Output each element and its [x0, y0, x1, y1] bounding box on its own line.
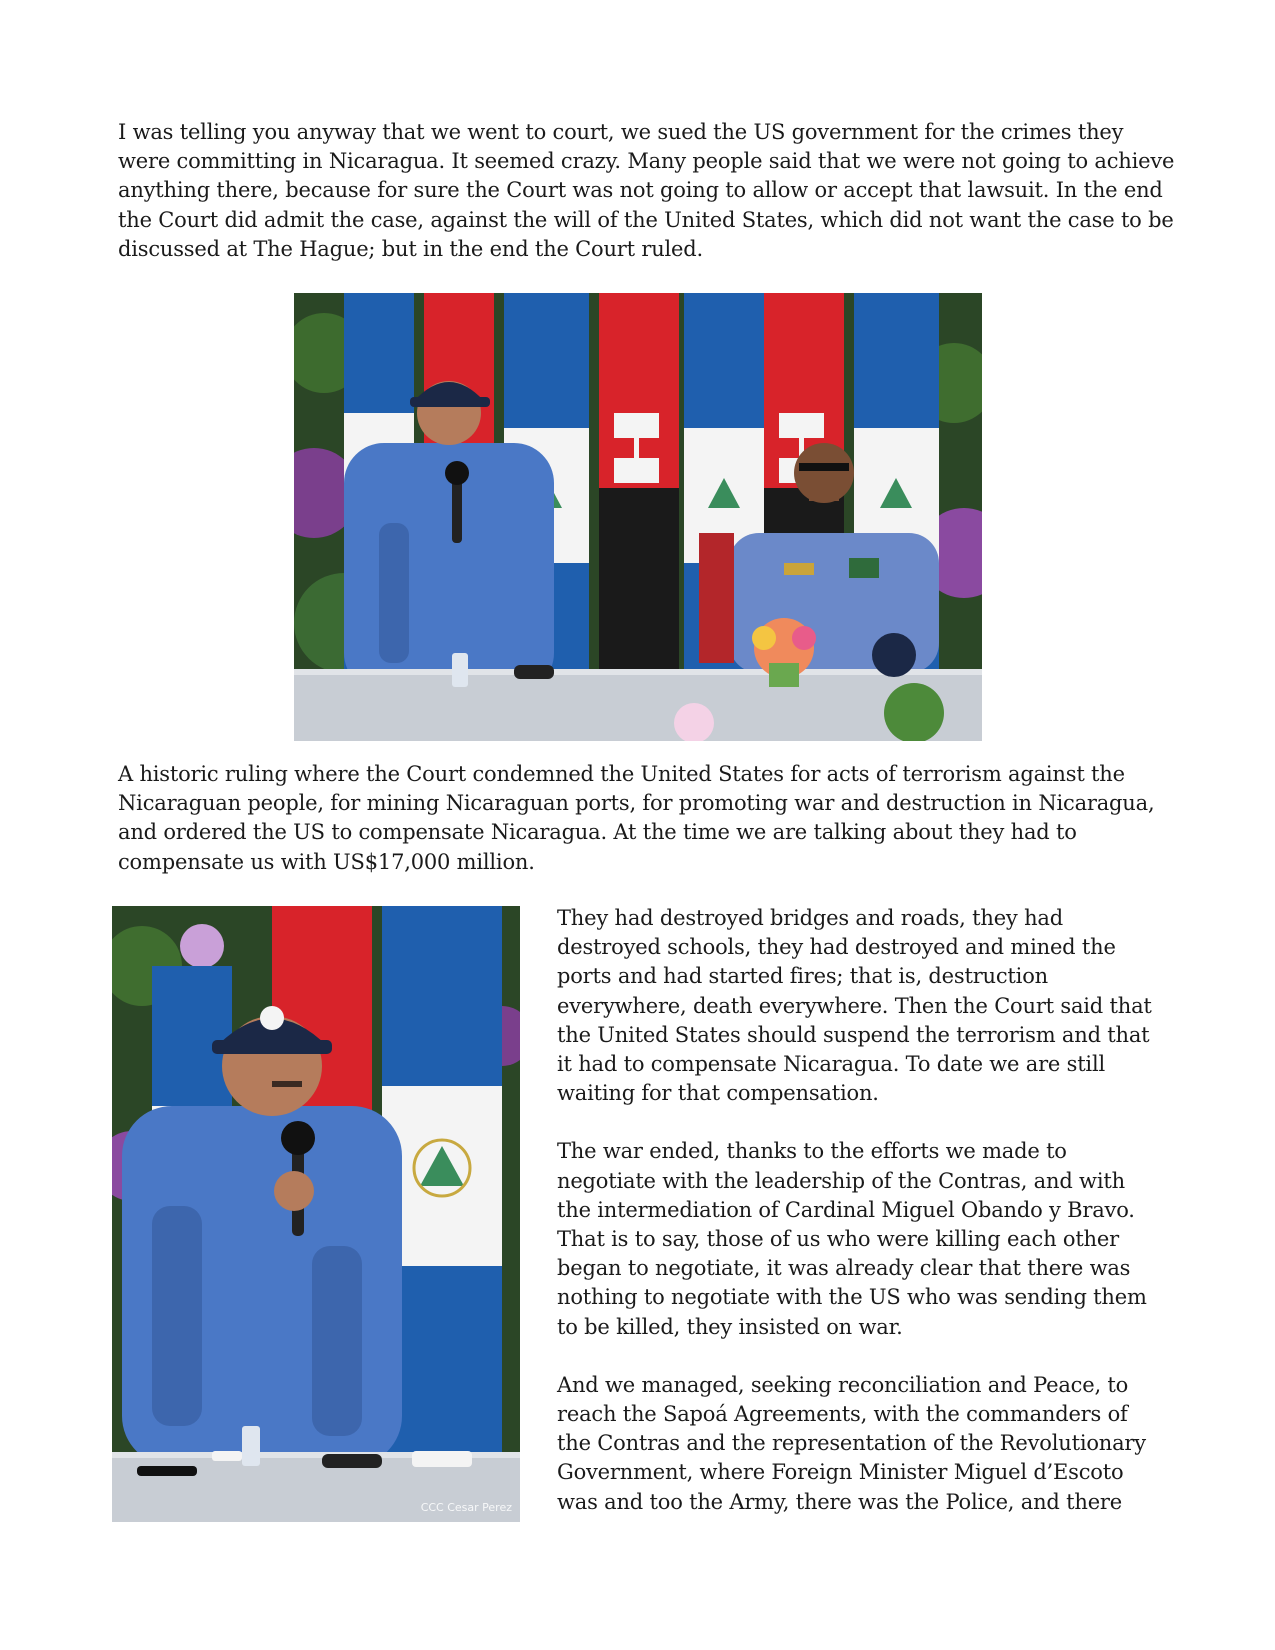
paragraph-destruction: They had destroyed bridges and roads, they had destroyed schools, they had destroyed and mined the ports and had started fires; that is, destruction everywhere, death everywhere. Then the Court said that the United States should suspend the terrorism and that it had to compensate Nicaragua. To date we are still waiting for that compensation.: [557, 906, 1152, 1106]
paragraph-historic-ruling: A historic ruling where the Court condemned the United States for acts of terrorism against the Nicaraguan people, for mining Nicaraguan ports, for promoting war and destruction in Nicaragua, and ordered the US to compensate Nicaragua. At the time we are talking about they had to compensate us with US$17,000 million.: [118, 762, 1155, 874]
photo-press-conference: [294, 293, 982, 741]
paragraph-court-lawsuit: I was telling you anyway that we went to court, we sued the US government for the crimes they were committing in Nicaragua. It seemed crazy. Many people said that we were not going to achieve anything there, because for sure the Court was not going to allow or accept that lawsuit. In the end the Court did admit the case, against the will of the United States, which did not want the case to be discussed at The Hague; but in the end the Court ruled.: [118, 120, 1175, 261]
photo-credit: CCC Cesar Perez: [420, 1501, 512, 1514]
right-text-column: [557, 904, 1162, 1546]
photo-speaker-with-microphone: [112, 906, 520, 1522]
paragraph-sapoa-agreements: And we managed, seeking reconciliation and Peace, to reach the Sapoá Agreements, with the commanders of the Contras and the representation of the Revolutionary Government, where Foreign Minister Miguel d’Escoto was and too the Army, there was the Police, and there: [557, 1372, 1146, 1514]
paragraph-war-ended: The war ended, thanks to the efforts we made to negotiate with the leadership of the Contras, and with the intermediation of Cardinal Miguel Obando y Bravo. That is to say, those of us who were killing each other began to negotiate, it was already clear that there was nothing to negotiate with the US who was sending them to be killed, they insisted on war.: [557, 1139, 1147, 1339]
